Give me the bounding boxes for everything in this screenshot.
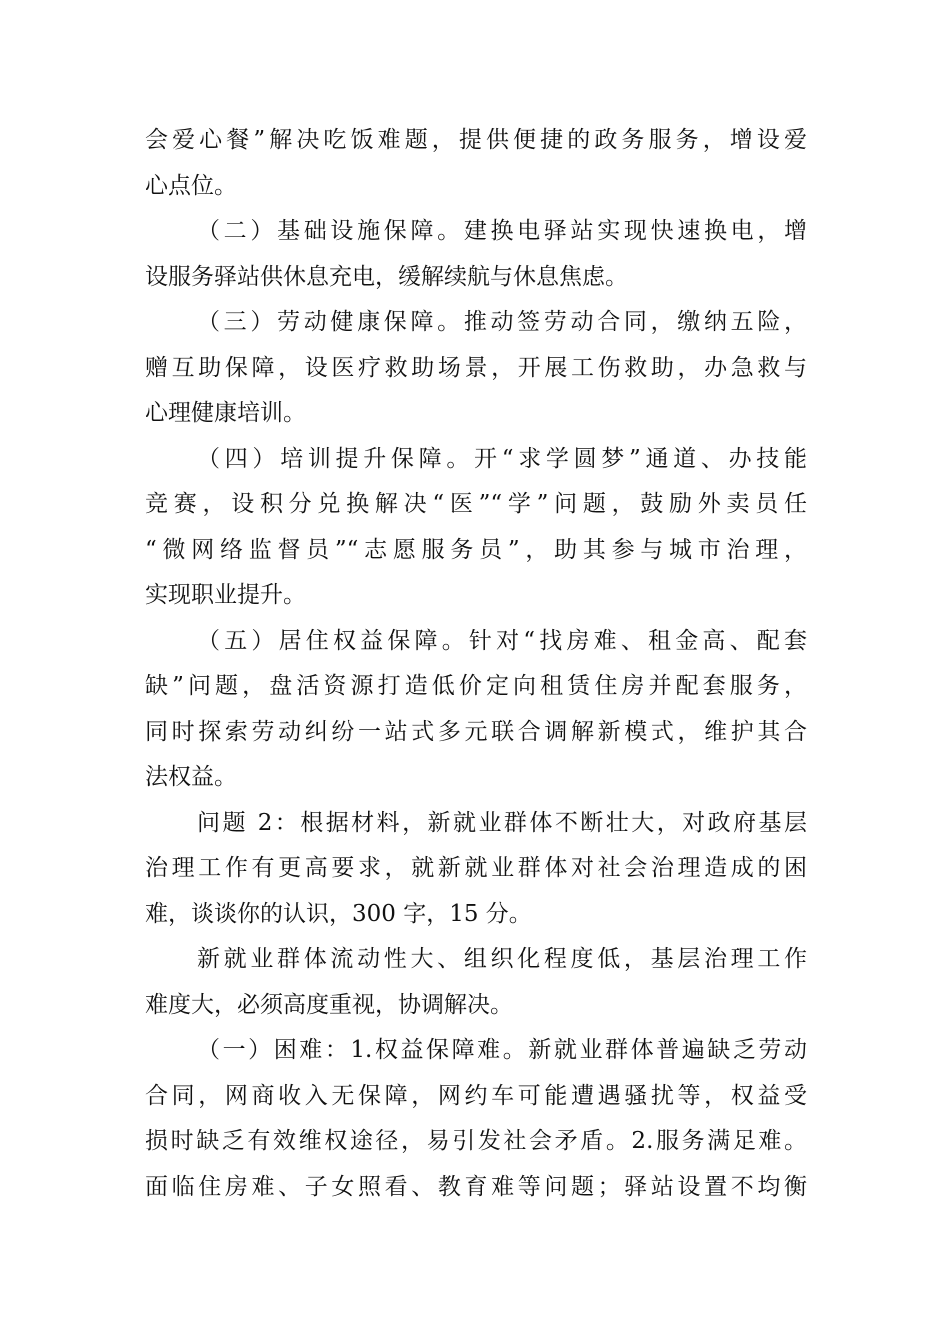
text-line: 会爱心餐”解决吃饭难题，提供便捷的政务服务，增设爱 (145, 127, 807, 153)
text-line: 心点位。 (145, 172, 237, 199)
text-line: 实现职业提升。 (145, 582, 306, 608)
text-line: 同时探索劳动纠纷一站式多元联合调解新模式，维护其合 (145, 718, 807, 745)
text-line: 竞赛，设积分兑换解决“医”“学”问题，鼓励外卖员任 (145, 491, 807, 517)
text-line: 难，谈谈你的认识，300 字，15 分。 (145, 900, 532, 927)
text-line: 心理健康培训。 (145, 400, 306, 426)
text-line: 法权益。 (145, 764, 237, 790)
text-line-paragraph-start: （五）居住权益保障。针对“找房难、租金高、配套 (197, 627, 807, 654)
text-line-paragraph-start: （一）困难：1.权益保障难。新就业群体普遍缺乏劳动 (197, 1037, 807, 1063)
text-line: 缺”问题，盘活资源打造低价定向租赁住房并配套服务， (145, 673, 807, 699)
text-line: 面临住房难、子女照看、教育难等问题；驿站设置不均衡 (145, 1173, 807, 1200)
text-line: “微网络监督员”“志愿服务员”，助其参与城市治理， (145, 536, 807, 563)
text-line: 治理工作有更高要求，就新就业群体对社会治理造成的困 (145, 855, 807, 881)
question-heading-line: 问题 2：根据材料，新就业群体不断壮大，对政府基层 (197, 809, 807, 836)
text-line: 难度大，必须高度重视，协调解决。 (145, 991, 513, 1018)
text-line-paragraph-start: （二）基础设施保障。建换电驿站实现快速换电，增 (197, 218, 807, 244)
text-line-paragraph-start: （四）培训提升保障。开“求学圆梦”通道、办技能 (197, 445, 807, 472)
text-line-paragraph-start: 新就业群体流动性大、组织化程度低，基层治理工作 (197, 946, 807, 972)
text-line: 赠互助保障，设医疗救助场景，开展工伤救助，办急救与 (145, 354, 807, 381)
text-line: 合同，网商收入无保障，网约车可能遭遇骚扰等，权益受 (145, 1082, 807, 1109)
document-body (145, 118, 807, 1210)
text-line: 设服务驿站供休息充电，缓解续航与休息焦虑。 (145, 263, 628, 290)
text-line-paragraph-start: （三）劳动健康保障。推动签劳动合同，缴纳五险， (197, 309, 807, 335)
text-line: 损时缺乏有效维权途径，易引发社会矛盾。2.服务满足难。 (145, 1128, 807, 1154)
